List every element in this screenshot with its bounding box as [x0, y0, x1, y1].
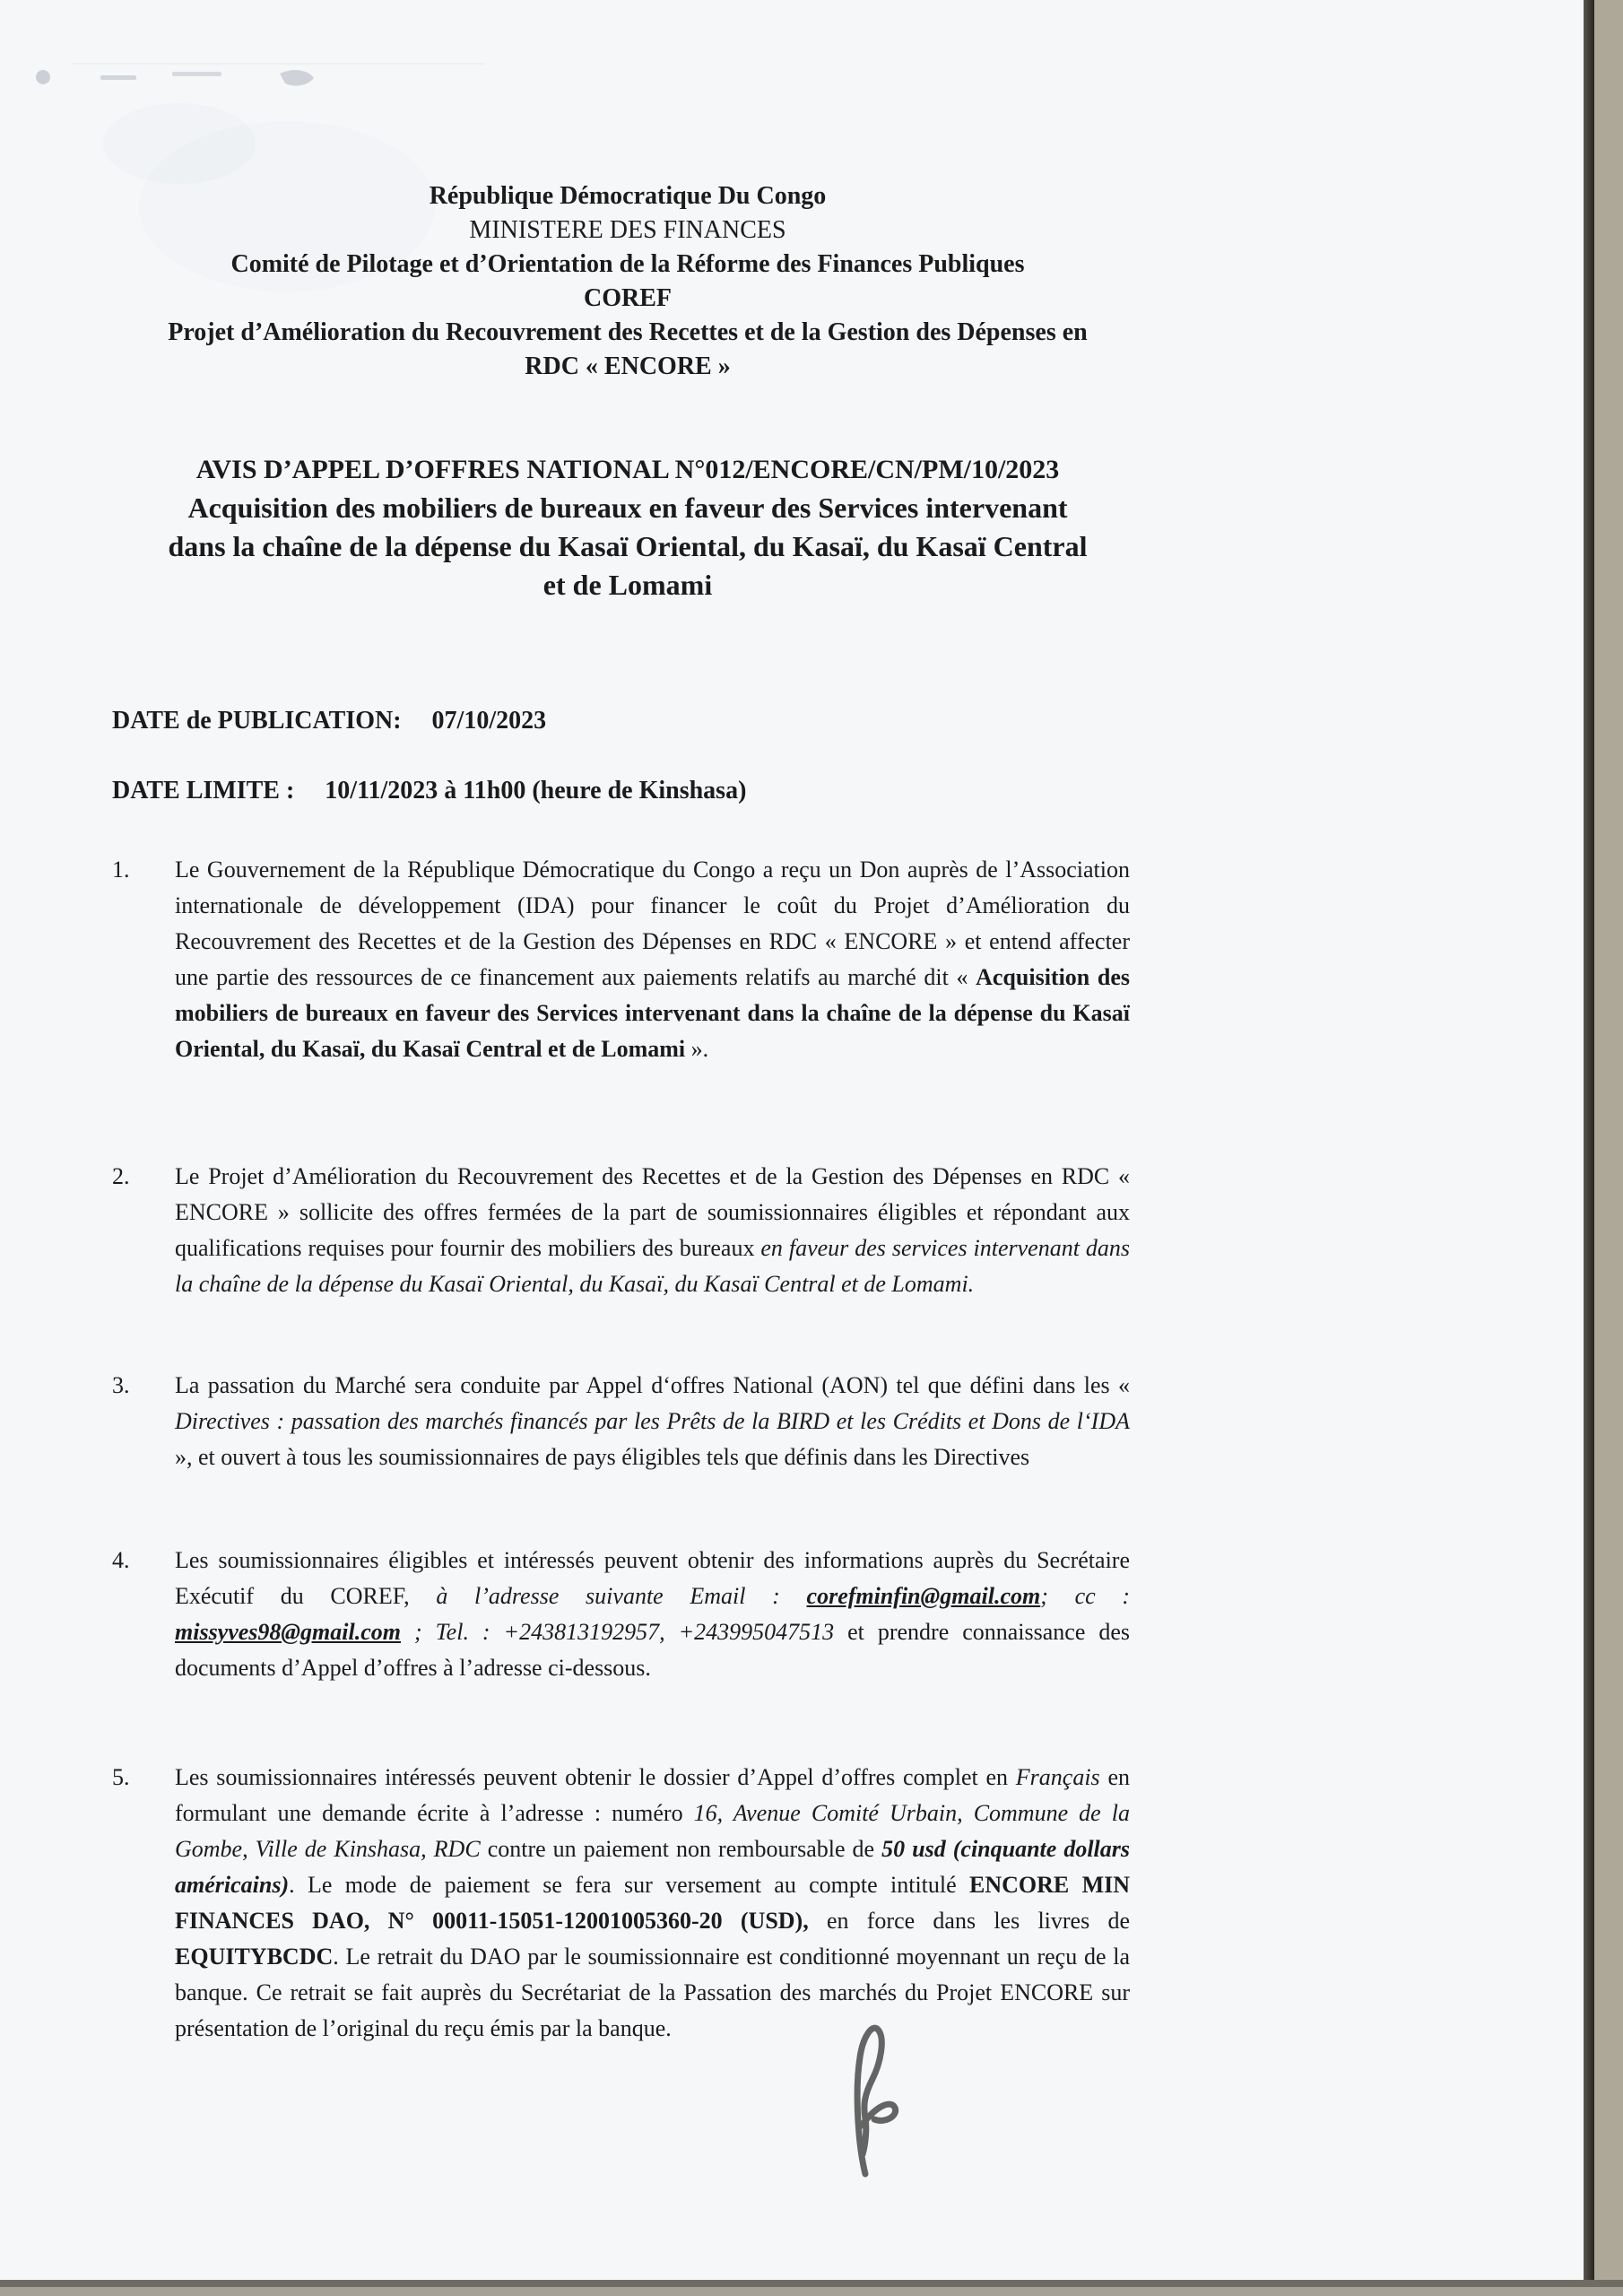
deadline-value: 10/11/2023 à 11h00 (heure de Kinshasa): [325, 777, 747, 804]
paragraph-3-number: 3.: [112, 1372, 130, 1398]
deadline-label: DATE LIMITE :: [112, 777, 295, 804]
paragraph-4-number: 4.: [112, 1547, 130, 1573]
deadline-date-line: [112, 777, 746, 805]
header-project-line-2: RDC « ENCORE »: [525, 352, 731, 380]
paragraph-1: [112, 852, 1130, 1067]
publication-date-label: DATE de PUBLICATION:: [112, 707, 402, 735]
paragraph-1-text: Le Gouvernement de la République Démocratique du Congo a reçu un Don auprès de l’Association internationale de développement (IDA) pour financer le coût du Projet d’Amélioration du Recouvrement des Recettes et de la Gestion des Dépenses en RDC « ENCORE » et entend affecter une partie des ressources de ce financement aux paiements relatifs au marché dit « Acquisition des mobiliers de bureaux en faveur des Services intervenant dans la chaîne de la dépense du Kasaï Oriental, du Kasaï, du Kasaï Central et de Lomami ».: [175, 857, 1130, 1062]
paragraph-2-number: 2.: [112, 1163, 130, 1189]
publication-date-line: [112, 707, 546, 735]
paragraph-4-text: Les soumissionnaires éligibles et intéressés peuvent obtenir des informations auprès du Secrétaire Exécutif du COREF, à l’adresse suivante Email : corefminfin@gmail.com; cc : missyves98@gmail.com ; Tel. : +243813192957, +243995047513 et prendre connaissance des documents d’Appel d’offres à l’adresse ci-dessous.: [175, 1547, 1130, 1681]
notice-subject: [18, 489, 1237, 604]
header-committee: Comité de Pilotage et d’Orientation de la Réforme des Finances Publiques: [230, 250, 1025, 278]
paragraph-5-number: 5.: [112, 1764, 130, 1790]
paragraph-2: [112, 1159, 1130, 1302]
scan-edge-bottom-outer: [0, 2287, 1623, 2296]
notice-title: AVIS D’APPEL D’OFFRES NATIONAL N°012/ENCORE/CN/PM/10/2023: [195, 455, 1060, 484]
scan-edge-bottom-dark: [0, 2280, 1623, 2287]
paragraph-1-number: 1.: [112, 857, 130, 883]
scan-edge-right-outer: [1594, 0, 1623, 2283]
paragraph-3: [112, 1368, 1130, 1475]
header-project-line-1: Projet d’Amélioration du Recouvrement des Recettes et de la Gestion des Dépenses en: [168, 318, 1088, 346]
notice-subject-line-1: Acquisition des mobiliers de bureaux en faveur des Services intervenant: [187, 491, 1068, 524]
paragraph-2-text: Le Projet d’Amélioration du Recouvrement des Recettes et de la Gestion des Dépenses en RDC « ENCORE » sollicite des offres fermées de la part de soumissionnaires éligibles et répondant aux qualifications requises pour fournir des mobiliers des bureaux en faveur des services intervenant dans la chaîne de la dépense du Kasaï Oriental, du Kasaï, du Kasaï Central et de Lomami.: [175, 1163, 1130, 1297]
header-country: République Démocratique Du Congo: [429, 182, 827, 210]
header-acronym: COREF: [584, 284, 672, 312]
header-ministry: MINISTERE DES FINANCES: [469, 216, 786, 244]
paragraph-5-text: Les soumissionnaires intéressés peuvent obtenir le dossier d’Appel d’offres complet en Français en formulant une demande écrite à l’adresse : numéro 16, Avenue Comité Urbain, Commune de la Gombe, Ville de Kinshasa, RDC contre un paiement non remboursable de 50 usd (cinquante dollars américains). Le mode de paiement se fera sur versement au compte intitulé ENCORE MIN FINANCES DAO, N° 00011-15051-12001005360-20 (USD), en force dans les livres de EQUITYBCDC. Le retrait du DAO par le soumissionnaire est conditionné moyennant un reçu de la banque. Ce retrait se fait auprès du Secrétariat de la Passation des marchés du Projet ENCORE sur présentation de l’original du reçu émis par la banque.: [175, 1764, 1131, 2041]
notice-subject-line-2: dans la chaîne de la dépense du Kasaï Oriental, du Kasaï, du Kasaï Central: [168, 530, 1088, 562]
scan-edge-right-dark: [1584, 0, 1594, 2283]
paragraph-5: [112, 1760, 1130, 2047]
publication-date-value: 07/10/2023: [431, 707, 547, 735]
pen-mark: [838, 2011, 919, 2181]
notice-subject-line-3: et de Lomami: [542, 569, 713, 601]
paragraph-4: [112, 1543, 1130, 1686]
document-header: [36, 179, 1219, 384]
paragraph-3-text: La passation du Marché sera conduite par Appel d‘offres National (AON) tel que défini dans les « Directives : passation des marchés financés par les Prêts de la BIRD et les Crédits et Dons de l‘IDA », et ouvert à tous les soumissionnaires de pays éligibles tels que définis dans les Directives: [175, 1372, 1130, 1470]
notice-title-block: [18, 451, 1237, 604]
